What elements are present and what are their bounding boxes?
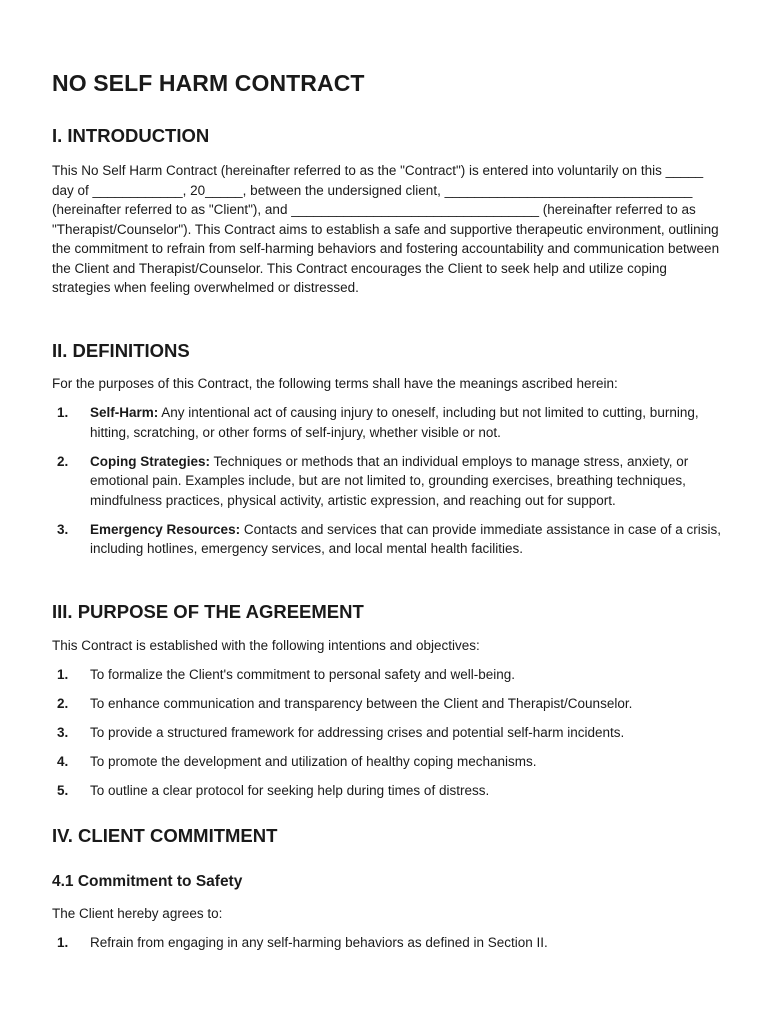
list-number: 4. (57, 754, 69, 769)
purpose-text: To outline a clear protocol for seeking help during times of distress. (90, 783, 490, 798)
definitions-heading: II. DEFINITIONS (52, 340, 190, 361)
purpose-heading: III. PURPOSE OF THE AGREEMENT (52, 601, 364, 622)
definitions-lead: For the purposes of this Contract, the following terms shall have the meanings ascribed herein: (52, 376, 618, 391)
list-number: 5. (57, 783, 69, 798)
definitions-list (52, 403, 722, 568)
list-number: 2. (57, 453, 69, 469)
purpose-item (52, 781, 722, 801)
intro-paragraph: This No Self Harm Contract (hereinafter referred to as the "Contract") is entered into voluntarily on this _____ day of ____________, 20_____, between the undersigned client, _________________________________ (hereinafter referred to as "Client"), and _________________________________ (hereinafter referred to as "Therapist/Counselor"). This Contract aims to establish a safe and supportive therapeutic environment, outlining the commitment to refrain from self-harming behaviors and fostering accountability and communication between the Client and Therapist/Counselor. This Contract encourages the Client to seek help and utilize coping strategies when feeling overwhelmed or distressed. (52, 163, 720, 295)
commitment-subheading: 4.1 Commitment to Safety (52, 873, 243, 890)
list-number: 1. (57, 667, 69, 682)
purpose-item (52, 665, 722, 685)
purpose-lead: This Contract is established with the following intentions and objectives: (52, 638, 480, 653)
definition-term: Self-Harm: (90, 405, 159, 420)
commitment-heading: IV. CLIENT COMMITMENT (52, 825, 278, 846)
definition-item (52, 403, 722, 442)
purpose-text: To provide a structured framework for addressing crises and potential self-harm incidents. (90, 725, 625, 740)
purpose-text: To promote the development and utilization of healthy coping mechanisms. (90, 754, 537, 769)
purpose-list (52, 665, 722, 810)
definition-text: Contacts and services that can provide immediate assistance in case of a crisis, including hotlines, emergency services, and local mental health facilities. (90, 521, 722, 556)
list-number: 3. (57, 725, 69, 740)
definition-text: Techniques or methods that an individual employs to manage stress, anxiety, or emotional pain. Examples include, but are not limited to, grounding exercises, breathing techniques, mindfulness practices, physical activity, artistic expression, and reaching out for support. (90, 453, 689, 508)
definition-item (52, 520, 722, 559)
definition-term: Emergency Resources: (90, 521, 241, 537)
definition-term: Coping Strategies: (90, 453, 211, 469)
commitment-list (52, 933, 722, 962)
list-number: 2. (57, 696, 69, 711)
list-number: 1. (57, 405, 69, 420)
list-number: 1. (57, 935, 69, 950)
document-title: NO SELF HARM CONTRACT (52, 70, 365, 96)
commitment-text: Refrain from engaging in any self-harming behaviors as defined in Section II. (90, 935, 548, 950)
purpose-item (52, 752, 722, 772)
purpose-item (52, 723, 722, 743)
list-number: 3. (57, 521, 69, 537)
purpose-item (52, 694, 722, 714)
definition-text: Any intentional act of causing injury to oneself, including but not limited to cutting, burning, hitting, scratching, or other forms of self-injury, whether visible or not. (90, 405, 699, 440)
commitment-lead: The Client hereby agrees to: (52, 906, 223, 921)
purpose-text: To formalize the Client's commitment to personal safety and well-being. (90, 667, 516, 682)
purpose-text: To enhance communication and transparency between the Client and Therapist/Counselor. (90, 696, 633, 711)
intro-heading: I. INTRODUCTION (52, 125, 210, 146)
definition-item (52, 452, 722, 511)
commitment-item (52, 933, 722, 953)
